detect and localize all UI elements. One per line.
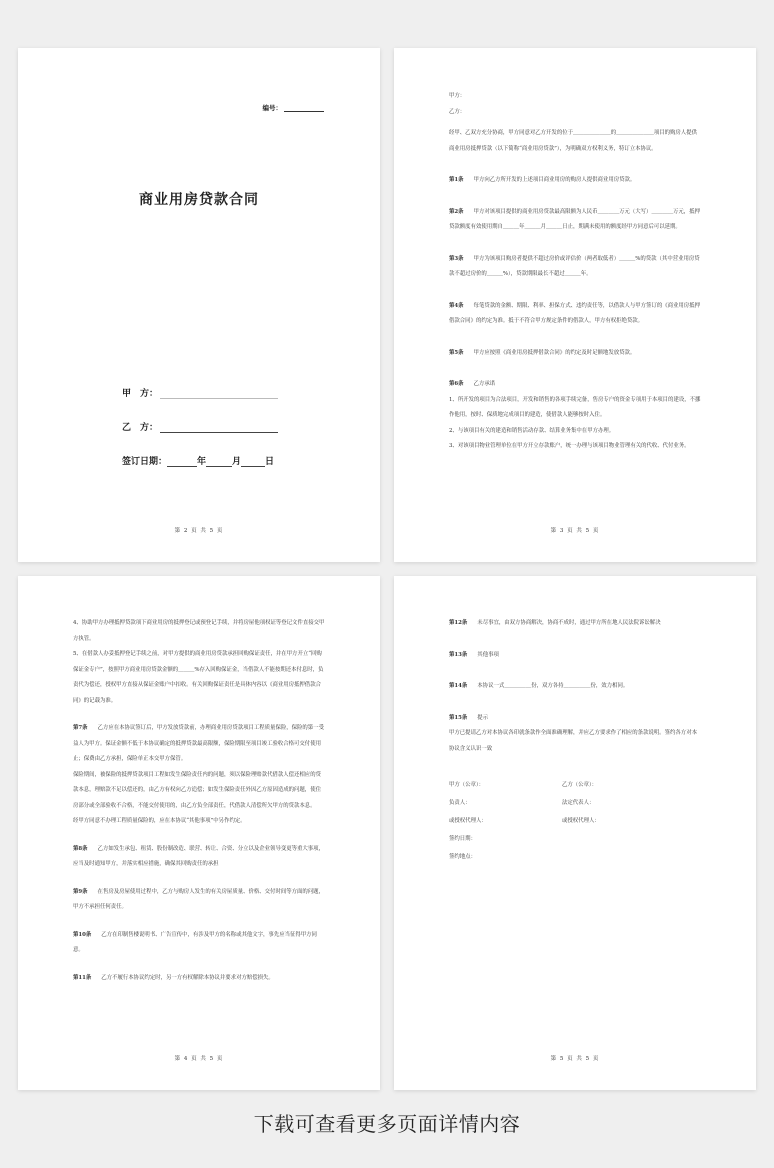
page-footer: 第 5 页 共 5 页 <box>550 1056 600 1062</box>
page-footer: 第 2 页 共 5 页 <box>174 528 224 534</box>
article-text: 未尽事宜，由双方协商解决，协商不成时，通过甲方所在地人民法院诉讼解决 <box>477 620 661 626</box>
article-label: 第2条 <box>449 208 464 215</box>
party-a-label: 甲 方： <box>122 389 159 399</box>
article-text: 乙方在印制售楼说明书、广告宣传中，有涉及甲方的名称或其他文字，事先应当征得甲方同意。 <box>73 931 317 953</box>
article-7 <box>73 721 326 768</box>
year-blank <box>167 457 197 467</box>
party-b-line: 乙方： <box>449 108 466 115</box>
article-6-item-3: 3、对该项目物业管理单位在甲方开立存款账户，统一办理与该项目物业管理有关的代收、代付业务。 <box>449 443 690 449</box>
article-13 <box>449 648 702 664</box>
article-15-text: 甲方已提请乙方对本协议各印就条款作全面准确理解，并应乙方要求作了相应的条款说明。签约各方对本协议含义认识一致 <box>449 730 697 752</box>
article-text: 乙方应在本协议签订后，甲方发放贷款前，办理商业用房贷款项目工程质量保险，保险的第一受益人为甲方。保证金额不低于本协议确定的抵押贷款最高限额，保险期限至项目竣工验收合格可交付使用止；保费由乙方承担，保险单正本交甲方保管。 <box>73 725 324 762</box>
article-label: 第5条 <box>449 349 464 356</box>
article-text: 甲方为该项目购房者提供不超过房价或评估价（两者取低者）＿＿＿%的贷款（其中营业用房贷款不超过房价的＿＿＿%），贷款期限最长不超过＿＿＿年。 <box>449 255 700 277</box>
page5-body <box>449 616 702 757</box>
party-b-blank <box>160 423 278 433</box>
contract-title: 商业用房贷款合同 <box>139 192 259 208</box>
serial-label: 编号： <box>262 104 282 112</box>
sign-place-label: 签约地点： <box>449 854 476 860</box>
serial-blank <box>284 111 324 112</box>
intro-paragraph: 经甲、乙双方充分协商，甲方同意对乙方开发的位于＿＿＿＿＿＿＿的＿＿＿＿＿＿＿项目的购房人提供商业用房抵押贷款（以下简称“商业用房贷款”），为明确双方权利义务，特订立本协议。 <box>449 130 697 152</box>
article-text: 甲方对该项目提供的商业用房贷款最高限额为人民币＿＿＿＿万元（大写）＿＿＿＿万元，抵押贷款额度有效使用期自＿＿＿年＿＿＿月＿＿＿日止，期满未使用的额度经甲方同意后可以延期。 <box>449 208 700 230</box>
article-label: 第8条 <box>73 845 88 852</box>
article-1 <box>449 173 702 189</box>
article-label: 第12条 <box>449 620 468 626</box>
article-text: 每笔贷款的金额、期限、利率、担保方式、违约责任等，以借款人与甲方签订的《商业用房抵押借款合同》的约定为准。抵于不符合甲方规定条件的借款人，甲方有权拒绝贷款。 <box>449 302 700 324</box>
year-label: 年 <box>197 457 207 467</box>
article-text: 本协议一式＿＿＿＿＿份，双方各持＿＿＿＿＿份，效力相同。 <box>477 683 629 689</box>
party-b-label: 乙 方： <box>122 423 159 433</box>
contract-cover-page <box>18 48 380 562</box>
article-6-item-4: 4、协助甲方办理抵押贷款项下商业用房的抵押登记或预登记手续，并将房屋他项权证等登记文件直接交甲方执管。 <box>73 620 325 642</box>
article-text: 乙方承诺 <box>473 381 496 387</box>
article-text: 甲方应按照《商业用房抵押借款合同》的约定及时足额地发放贷款。 <box>473 349 636 356</box>
article-label: 第15条 <box>449 714 468 721</box>
article-7-note: 经甲方同意不办理工程质量保险的，应在本协议“其他事项”中另作约定。 <box>73 818 246 824</box>
article-15 <box>449 711 702 727</box>
sign-date-label: 签订日期： <box>122 457 168 467</box>
article-6-item-5: 5、在借款人办妥抵押登记手续之前，对甲方提供的商业用房贷款承担回购保证责任，并在甲方开立“回购保证金专户”，按照甲方商业用房贷款金额的＿＿＿%存入回购保证金，当借款人不能按期还本付息时，负责代为偿还，授权甲方直接从保证金账户中扣收。有关回购保证责任是具体内容以《商业用房抵押借款合同》的记载为准。 <box>73 651 324 704</box>
contract-page-5 <box>394 576 756 1090</box>
party-a-signature-block <box>449 776 487 866</box>
article-text: 其他事项 <box>477 651 499 658</box>
article-label: 第3条 <box>449 255 464 262</box>
page-footer: 第 4 页 共 5 页 <box>174 1056 224 1062</box>
article-text: 提示 <box>477 714 489 721</box>
article-label: 第14条 <box>449 683 468 689</box>
page3-body <box>449 89 702 455</box>
sign-date-row <box>122 454 274 467</box>
party-b-seal-label: 乙方（公章）： <box>562 782 598 788</box>
day-blank <box>241 457 265 467</box>
article-label: 第1条 <box>449 177 464 183</box>
article-6-item-1: 1、所开发的项目为合法项目，开发和销售的各项手续完备，售房专户的资金专项用于本项目的建设，不挪作他用，按时、保质地完成项目的建造，使借款人能够按时入住。 <box>449 396 701 418</box>
month-blank <box>206 457 232 467</box>
party-b-signature-block <box>562 776 600 830</box>
article-12 <box>449 616 702 632</box>
article-label: 第11条 <box>73 974 92 981</box>
party-a-line: 甲方： <box>449 93 466 99</box>
party-a-row <box>122 386 278 399</box>
article-label: 第10条 <box>73 931 92 938</box>
contract-page-4 <box>18 576 380 1090</box>
article-label: 第7条 <box>73 725 88 731</box>
article-11 <box>73 971 326 987</box>
download-caption: 下载可查看更多页面详情内容 <box>253 1112 521 1136</box>
article-14 <box>449 679 702 695</box>
article-5 <box>449 346 702 362</box>
party-a-agent-label: 或授权代理人： <box>449 818 487 824</box>
article-text: 在售房及房屋使用过程中，乙方与购房人发生的有关房屋质量、价格、交付时间等方面的问题，甲方不承担任何责任。 <box>73 888 324 910</box>
party-b-row <box>122 420 278 433</box>
article-4 <box>449 299 702 330</box>
responsible-person-label: 负责人： <box>449 800 471 806</box>
day-label: 日 <box>265 457 275 467</box>
serial-number <box>263 103 325 112</box>
month-label: 月 <box>232 457 242 467</box>
article-text: 甲方向乙方所开发的上述项目商业用房的购房人提供商业用房贷款。 <box>473 177 636 183</box>
contract-page-3 <box>394 48 756 562</box>
article-6-item-2: 2、与该项目有关的建造和销售活动存款、结算业务集中在甲方办理。 <box>449 427 615 434</box>
legal-representative-label: 法定代表人： <box>562 800 595 806</box>
article-text: 乙方如发生承包、租赁、股份制改造、联营、转让、合资、分立以及企业领导变更等重大事项，应当及时通知甲方，并落实相应措施，确保其回购责任的承担 <box>73 845 324 867</box>
article-10 <box>73 928 326 959</box>
party-a-seal-label: 甲方（公章）： <box>449 782 485 788</box>
page4-body <box>73 616 326 986</box>
article-label: 第9条 <box>73 888 88 895</box>
page-footer: 第 3 页 共 5 页 <box>550 528 600 534</box>
sign-date-label: 签约日期： <box>449 836 476 842</box>
article-6 <box>449 377 702 393</box>
article-8 <box>73 842 326 873</box>
article-7-insurance: 保险期间，被保险的抵押贷款项目工程如发生保险责任内的问题，须以保险理赔款代借款人偿还相应的贷款本息，理赔款不足以偿还的，由乙方有权向乙方追偿；如发生保险责任外因乙方原因造成的问题，使住房部分或全部验收不合格，不能交付使用的，由乙方负全部责任，代借款人清偿所欠甲方的贷款本息。 <box>73 771 321 809</box>
article-label: 第4条 <box>449 302 464 309</box>
party-b-agent-label: 或授权代理人： <box>562 818 600 824</box>
article-label: 第13条 <box>449 651 468 658</box>
article-label: 第6条 <box>449 381 464 387</box>
article-9 <box>73 885 326 916</box>
article-3 <box>449 252 702 283</box>
article-text: 乙方不履行本协议约定时，另一方有权解除本协议并要求对方赔偿损失。 <box>101 974 274 981</box>
party-a-blank <box>160 389 278 399</box>
article-2 <box>449 205 702 236</box>
